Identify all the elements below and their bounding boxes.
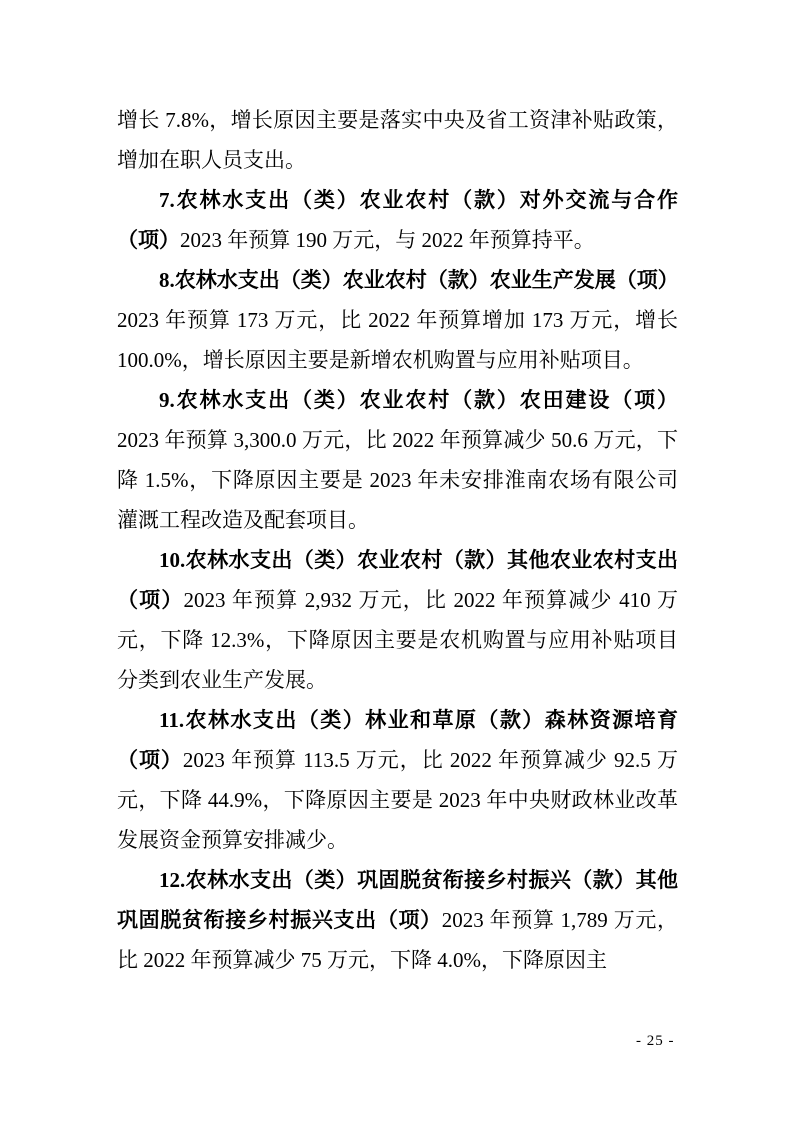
paragraph-item-9: [117, 380, 678, 540]
clause-heading-11: 11.农林水支出（类）林业和草原（款）森林资源培育（项）: [117, 708, 678, 772]
clause-body-10: 2023 年预算 2,932 万元，比 2022 年预算减少 410 万元，下降 12.3%，下降原因主要是农机购置与应用补贴项目分类到农业生产发展。: [117, 588, 679, 692]
clause-body-9: 2023 年预算 3,300.0 万元，比 2022 年预算减少 50.6 万元，下降 1.5%，下降原因主要是 2023 年未安排淮南农场有限公司灌溉工程改造及配套项目。: [117, 428, 678, 532]
clause-body-12: 2023 年预算 1,789 万元，比 2022 年预算减少 75 万元，下降 4.0%，下降原因主: [117, 908, 678, 972]
paragraph-item-10: [117, 540, 678, 700]
paragraph-continuation-text: 增长 7.8%，增长原因主要是落实中央及省工资津补贴政策，增加在职人员支出。: [117, 108, 678, 172]
clause-body-11: 2023 年预算 113.5 万元，比 2022 年预算减少 92.5 万元，下降 44.9%，下降原因主要是 2023 年中央财政林业改革发展资金预算安排减少。: [117, 748, 678, 852]
paragraph-item-11: [117, 700, 678, 860]
paragraph-continuation: [117, 100, 678, 180]
clause-heading-7: 7.农林水支出（类）农业农村（款）对外交流与合作（项）: [117, 188, 678, 252]
clause-body-8: 2023 年预算 173 万元，比 2022 年预算增加 173 万元，增长 100.0%，增长原因主要是新增农机购置与应用补贴项目。: [117, 308, 678, 372]
paragraph-item-7: [117, 180, 678, 260]
paragraph-item-8: [117, 260, 678, 380]
document-body-text: [117, 100, 678, 980]
clause-body-7: 2023 年预算 190 万元，与 2022 年预算持平。: [180, 228, 595, 252]
paragraph-item-12: [117, 860, 678, 980]
page-number: - 25 -: [636, 1033, 675, 1049]
clause-heading-8: 8.农林水支出（类）农业农村（款）农业生产发展（项）: [159, 268, 679, 292]
clause-heading-12: 12.农林水支出（类）巩固脱贫衔接乡村振兴（款）其他巩固脱贫衔接乡村振兴支出（项）: [117, 868, 678, 932]
clause-heading-10: 10.农林水支出（类）农业农村（款）其他农业农村支出（项）: [117, 548, 678, 612]
clause-heading-9: 9.农林水支出（类）农业农村（款）农田建设（项）: [159, 388, 678, 412]
